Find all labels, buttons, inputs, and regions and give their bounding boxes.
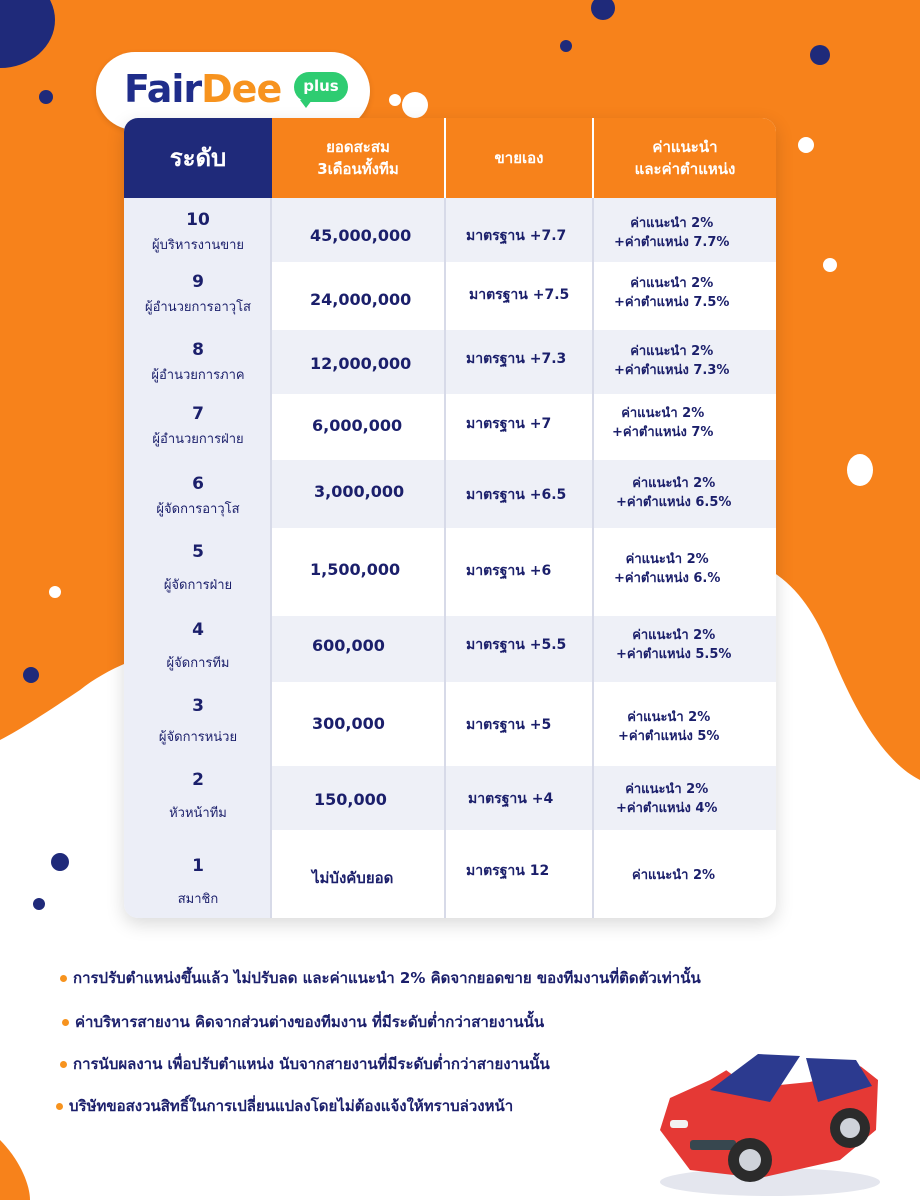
header-accumulated [272, 118, 444, 198]
table-row [124, 262, 776, 330]
note-text: ค่าบริหารสายงาน คิดจากส่วนต่างของทีมงาน ที่มีระดับต่ำกว่าสายงานนั้น [75, 1013, 545, 1031]
note-item [62, 1010, 544, 1034]
self-sale-rate: มาตรฐาน +7.5 [469, 287, 570, 303]
level-title: ผู้อำนวยการภาค [151, 368, 245, 383]
level-number: 3 [192, 696, 204, 716]
level-title: ผู้อำนวยการอาวุโส [144, 300, 251, 315]
table-row [124, 616, 776, 682]
commission-rate: ค่าแนะนำ 2% +ค่าตำแหน่ง 6.% [614, 552, 721, 586]
level-number: 2 [192, 770, 204, 790]
header-accumulated-label: ยอดสะสม 3เดือนทั้งทีม [317, 138, 399, 178]
column-divider [444, 198, 446, 918]
commission-table [124, 118, 776, 918]
level-title: ผู้จัดการอาวุโส [156, 502, 240, 517]
dot [33, 898, 45, 910]
level-title: ผู้จัดการทีม [166, 656, 230, 671]
commission-rate: ค่าแนะนำ 2% +ค่าตำแหน่ง 5.5% [616, 628, 732, 662]
dot [39, 90, 53, 104]
note-text: การนับผลงาน เพื่อปรับตำแหน่ง นับจากสายงานที่มีระดับต่ำกว่าสายงานนั้น [73, 1055, 550, 1073]
header-self-sale-label: ขายเอง [494, 149, 544, 167]
accumulated-amount: 3,000,000 [314, 482, 405, 501]
level-title: ผู้จัดการหน่วย [158, 730, 238, 745]
header-commission [594, 118, 776, 198]
orange-bottom-left [0, 1140, 30, 1200]
accumulated-amount: 1,500,000 [310, 560, 401, 579]
note-item [60, 1052, 550, 1076]
accumulated-amount: 150,000 [314, 790, 387, 809]
accumulated-amount: 600,000 [312, 636, 385, 655]
level-number: 5 [192, 542, 204, 562]
note-text: การปรับตำแหน่งขึ้นแล้ว ไม่ปรับลด และค่าแนะนำ 2% คิดจากยอดขาย ของทีมงานที่ติดตัวเท่านั้น [73, 969, 701, 987]
table-row [124, 766, 776, 830]
commission-rate: ค่าแนะนำ 2% +ค่าตำแหน่ง 4% [616, 782, 718, 816]
column-divider [270, 198, 272, 918]
bullet-icon [60, 975, 67, 982]
self-sale-rate: มาตรฐาน +5 [466, 717, 552, 733]
accumulated-amount: 45,000,000 [310, 226, 412, 245]
header-commission-label: ค่าแนะนำ และค่าตำแหน่ง [634, 138, 736, 178]
table-row [124, 198, 776, 262]
dot [823, 258, 837, 272]
level-number: 6 [192, 474, 204, 494]
note-item [56, 1094, 513, 1118]
bullet-icon [62, 1019, 69, 1026]
bullet-icon [56, 1103, 63, 1110]
commission-rate: ค่าแนะนำ 2% +ค่าตำแหน่ง 5% [618, 710, 720, 744]
table-row [124, 460, 776, 528]
dot [23, 667, 39, 683]
brand-wordmark [124, 66, 281, 112]
self-sale-rate: มาตรฐาน 12 [466, 863, 550, 879]
accumulated-amount: ไม่บังคับยอด [312, 869, 394, 887]
brand-badge: plus [294, 72, 348, 102]
dot [847, 454, 873, 486]
level-title: สมาชิก [177, 892, 219, 907]
dot [798, 137, 814, 153]
self-sale-rate: มาตรฐาน +4 [468, 791, 554, 807]
table-header [124, 118, 776, 198]
self-sale-rate: มาตรฐาน +7 [466, 416, 552, 432]
level-number: 7 [192, 404, 204, 424]
dot [49, 586, 61, 598]
commission-rate: ค่าแนะนำ 2% +ค่าตำแหน่ง 7.7% [614, 216, 730, 250]
commission-rate: ค่าแนะนำ 2% +ค่าตำแหน่ง 6.5% [616, 476, 732, 510]
level-title: หัวหน้าทีม [169, 806, 227, 821]
table-row [124, 682, 776, 766]
dot [389, 94, 401, 106]
commission-rate: ค่าแนะนำ 2% +ค่าตำแหน่ง 7.5% [614, 276, 730, 310]
dot [810, 45, 830, 65]
self-sale-rate: มาตรฐาน +6 [466, 563, 552, 579]
level-title: ผู้จัดการฝ่าย [163, 578, 233, 593]
level-number: 4 [192, 620, 204, 640]
commission-rate: ค่าแนะนำ 2% +ค่าตำแหน่ง 7.3% [614, 344, 730, 378]
accumulated-amount: 24,000,000 [310, 290, 412, 309]
level-number: 8 [192, 340, 204, 360]
level-number: 10 [186, 210, 210, 230]
brand-name-part2: Dee [201, 67, 282, 111]
commission-rate: ค่าแนะนำ 2% +ค่าตำแหน่ง 7% [612, 406, 714, 440]
brand-name-part1: Fair [124, 67, 202, 111]
car-illustration [650, 1010, 890, 1200]
self-sale-rate: มาตรฐาน +7.3 [466, 351, 567, 367]
bullet-icon [60, 1061, 67, 1068]
header-level [124, 118, 272, 198]
table-row [124, 330, 776, 394]
table-row [124, 830, 776, 918]
self-sale-rate: มาตรฐาน +7.7 [466, 228, 567, 244]
level-title: ผู้บริหารงานขาย [151, 238, 245, 253]
column-divider [592, 198, 594, 918]
level-number: 1 [192, 856, 204, 876]
header-self-sale [446, 118, 592, 198]
level-title: ผู้อำนวยการฝ่าย [152, 432, 244, 447]
accumulated-amount: 6,000,000 [312, 416, 403, 435]
self-sale-rate: มาตรฐาน +5.5 [466, 637, 567, 653]
level-number: 9 [192, 272, 204, 292]
accumulated-amount: 300,000 [312, 714, 385, 733]
self-sale-rate: มาตรฐาน +6.5 [466, 487, 567, 503]
dot [560, 40, 572, 52]
dot [51, 853, 69, 871]
note-item [60, 966, 701, 990]
table-row [124, 394, 776, 460]
table-row [124, 528, 776, 616]
dot [402, 92, 428, 118]
commission-rate: ค่าแนะนำ 2% [632, 868, 716, 883]
accumulated-amount: 12,000,000 [310, 354, 412, 373]
note-text: บริษัทขอสงวนสิทธิ์ในการเปลี่ยนแปลงโดยไม่ต้องแจ้งให้ทราบล่วงหน้า [69, 1097, 514, 1115]
header-level-label: ระดับ [169, 144, 227, 172]
